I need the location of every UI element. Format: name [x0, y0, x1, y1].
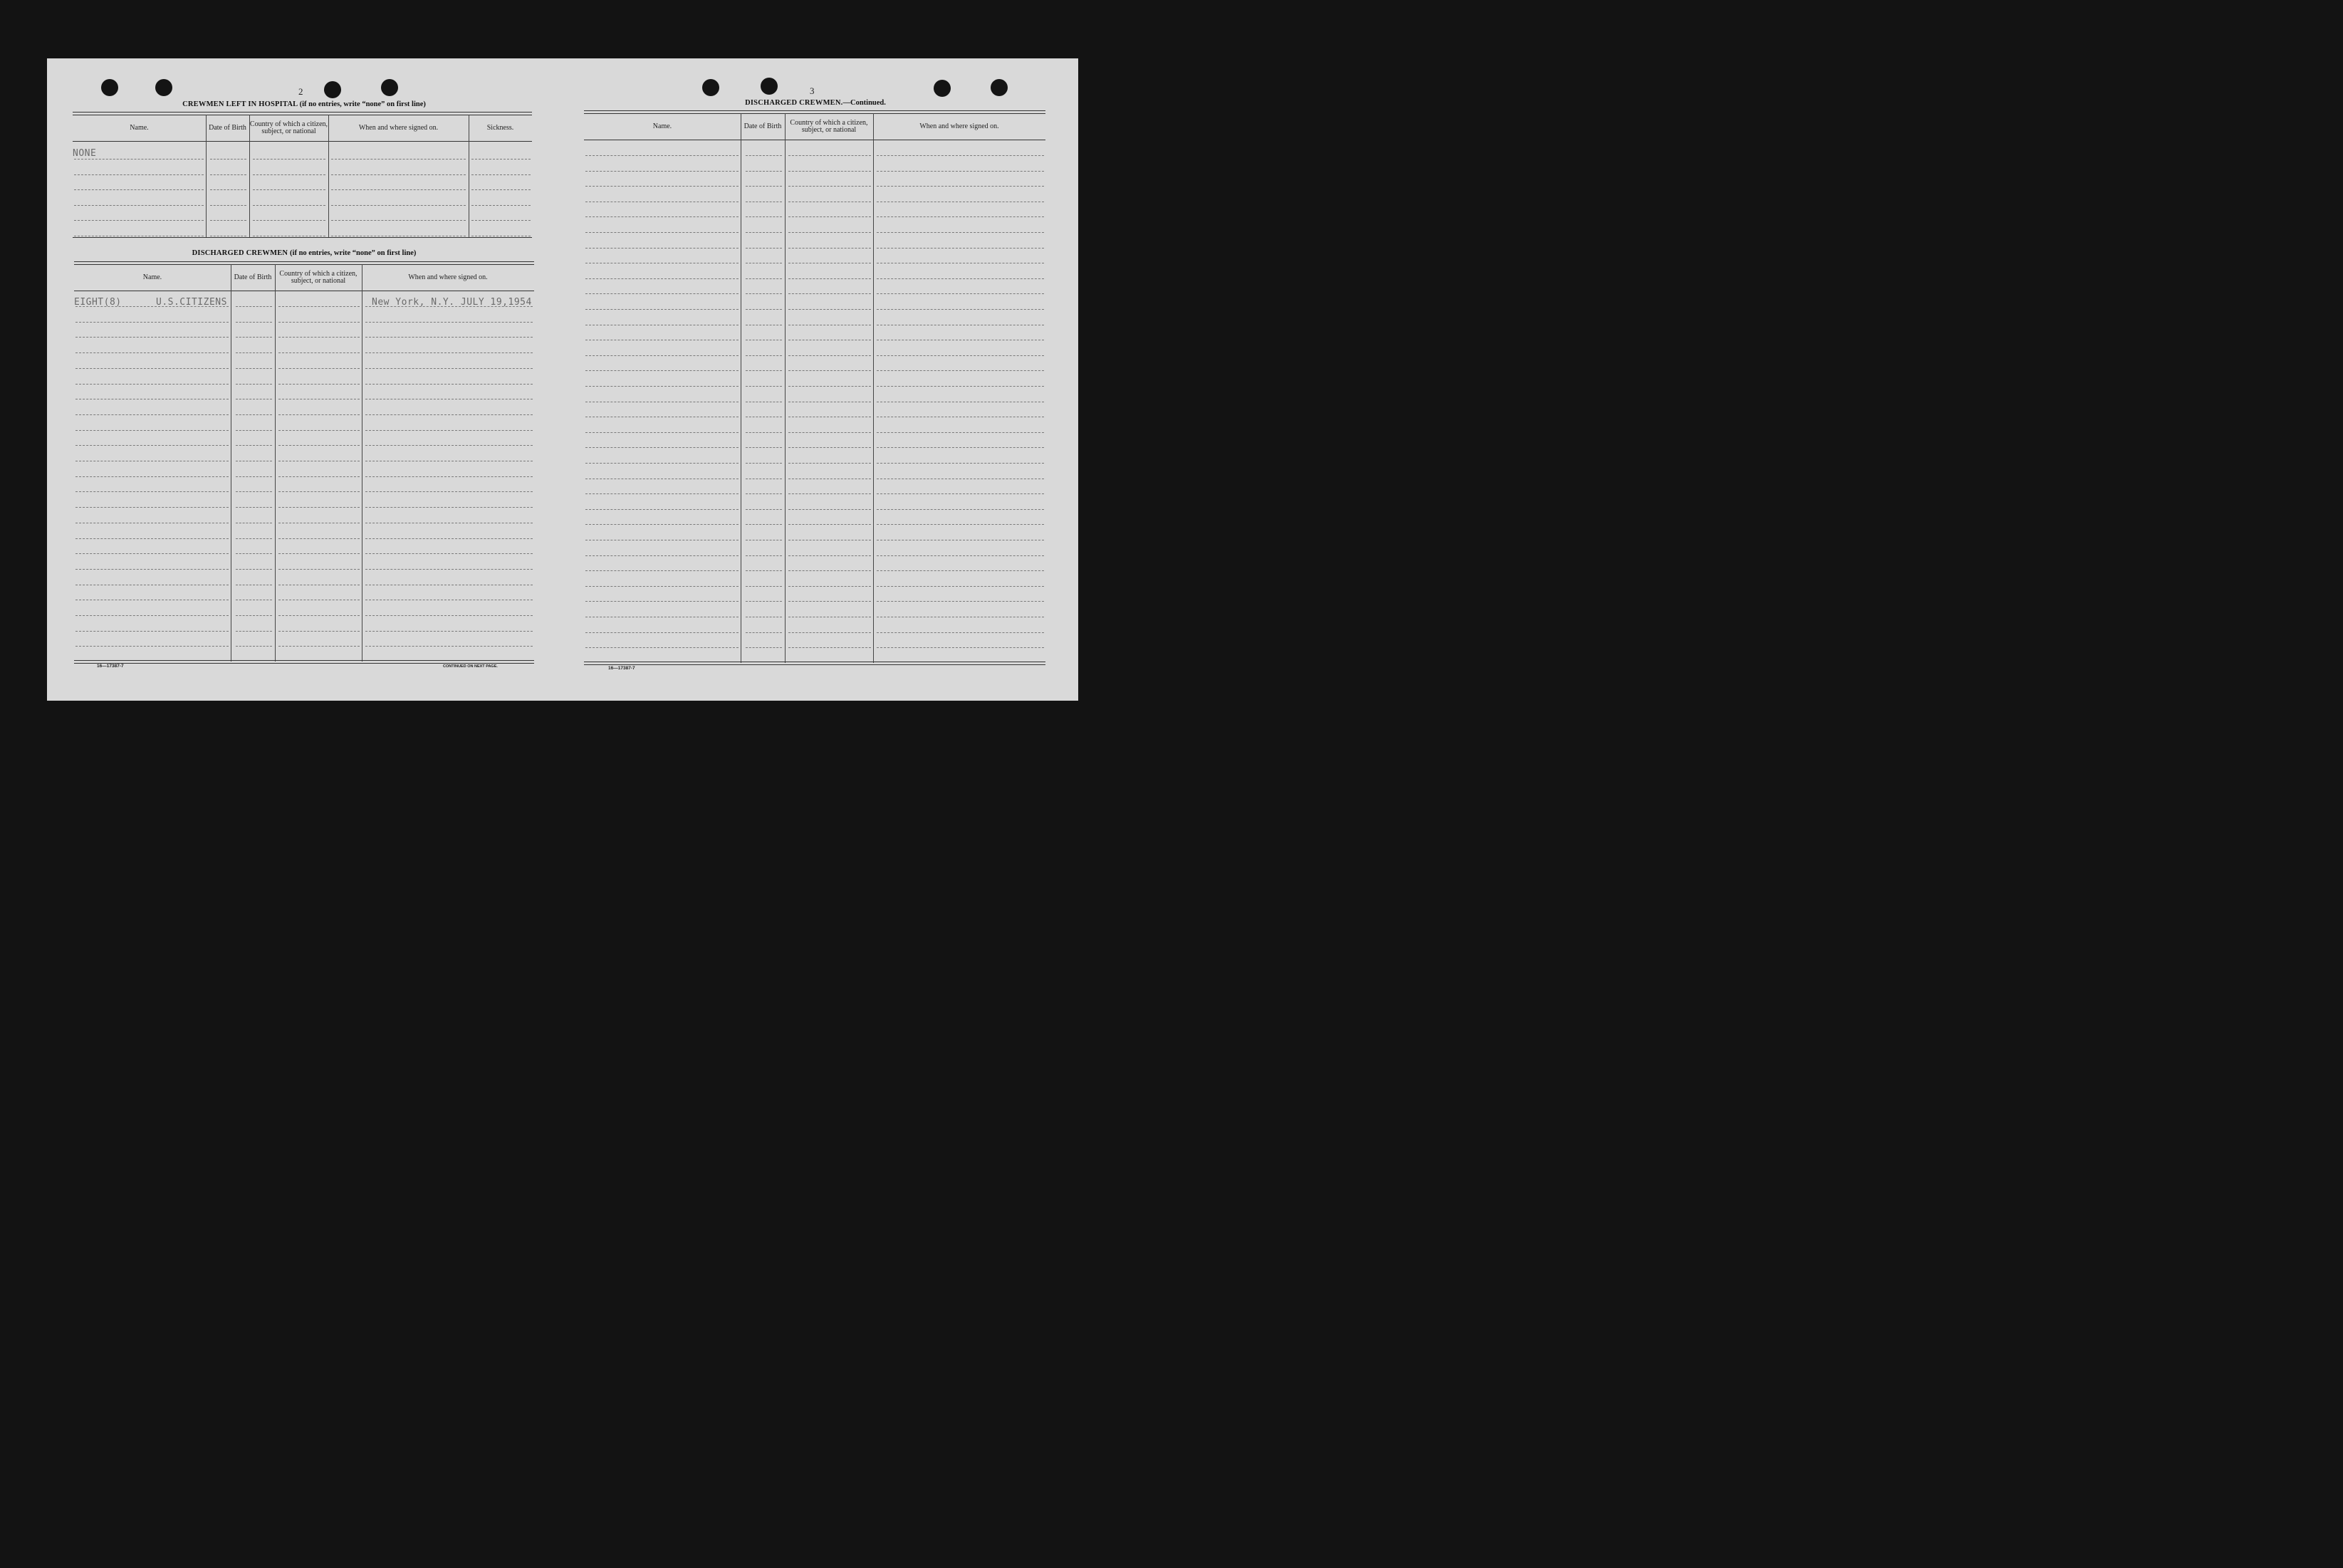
ruled-line: [236, 553, 272, 554]
ruled-line: [788, 216, 871, 217]
col-header-date-of-birth: Date of Birth: [234, 273, 272, 281]
ruled-line: [365, 615, 533, 616]
ruled-line: [746, 309, 782, 310]
punch-hole: [381, 79, 398, 96]
punch-hole: [155, 79, 172, 96]
ruled-line: [74, 189, 204, 190]
ruled-line: [788, 570, 871, 571]
document-sheet: [47, 58, 1078, 701]
ruled-line: [278, 538, 360, 539]
ruled-line: [74, 220, 204, 221]
hospital-section-title: [73, 100, 536, 108]
ruled-line: [75, 337, 229, 338]
discharged-section-title: [73, 249, 536, 257]
ruled-line: [278, 491, 360, 492]
right-page: [584, 58, 1047, 701]
ruled-line: [365, 368, 533, 369]
ruled-line: [365, 476, 533, 477]
ruled-line: [746, 463, 782, 464]
ruled-line: [585, 555, 739, 556]
ruled-line: [788, 155, 871, 156]
ruled-line: [788, 309, 871, 310]
ruled-line: [788, 248, 871, 249]
ruled-line: [331, 174, 466, 175]
right-section-title: [584, 99, 1047, 107]
ruled-line: [278, 553, 360, 554]
ruled-line: [788, 232, 871, 233]
ruled-line: [253, 205, 325, 206]
ruled-line: [585, 370, 739, 371]
ruled-line: [877, 632, 1044, 633]
ruled-line: [877, 570, 1044, 571]
ruled-line: [746, 632, 782, 633]
ruled-line: [585, 186, 739, 187]
ruled-line: [788, 278, 871, 279]
form-code: 16—17387-7: [97, 664, 124, 669]
ruled-line: [788, 293, 871, 294]
col-header-signed-on: When and where signed on.: [408, 273, 488, 281]
form-code: 16—17387-7: [608, 666, 635, 671]
ruled-line: [471, 220, 531, 221]
discharged-entry-signed-on: New York, N.Y. JULY 19,1954: [372, 297, 532, 308]
ruled-line: [788, 386, 871, 387]
ruled-line: [585, 355, 739, 356]
col-header-sickness: Sickness.: [486, 123, 514, 132]
ruled-line: [585, 309, 739, 310]
ruled-line: [877, 555, 1044, 556]
ruled-line: [746, 355, 782, 356]
punch-hole: [324, 81, 341, 98]
col-header-name: Name.: [142, 273, 162, 281]
ruled-line: [788, 601, 871, 602]
ruled-line: [788, 463, 871, 464]
ruled-line: [331, 159, 466, 160]
ruled-line: [746, 155, 782, 156]
punch-hole: [934, 80, 951, 97]
col-header-name: Name.: [130, 123, 149, 132]
ruled-line: [236, 507, 272, 508]
ruled-line: [471, 189, 531, 190]
ruled-line: [788, 647, 871, 648]
ruled-line: [877, 586, 1044, 587]
ruled-line: [585, 248, 739, 249]
ruled-line: [585, 647, 739, 648]
ruled-line: [585, 386, 739, 387]
ruled-line: [471, 205, 531, 206]
ruled-line: [746, 586, 782, 587]
ruled-line: [877, 278, 1044, 279]
ruled-line: [746, 186, 782, 187]
ruled-line: [75, 507, 229, 508]
ruled-line: [278, 615, 360, 616]
ruled-line: [746, 555, 782, 556]
ruled-line: [236, 538, 272, 539]
ruled-line: [365, 646, 533, 647]
ruled-line: [278, 430, 360, 431]
ruled-line: [877, 509, 1044, 510]
ruled-line: [278, 337, 360, 338]
ruled-line: [278, 445, 360, 446]
ruled-line: [253, 189, 325, 190]
ruled-line: [585, 570, 739, 571]
ruled-line: [278, 384, 360, 385]
ruled-line: [788, 555, 871, 556]
ruled-line: [877, 171, 1044, 172]
ruled-line: [746, 447, 782, 448]
ruled-line: [75, 553, 229, 554]
ruled-line: [788, 524, 871, 525]
ruled-line: [236, 430, 272, 431]
ruled-line: [585, 432, 739, 433]
ruled-line: [877, 232, 1044, 233]
ruled-line: [585, 509, 739, 510]
ruled-line: [877, 293, 1044, 294]
ruled-line: [331, 220, 466, 221]
ruled-line: [585, 232, 739, 233]
ruled-line: [788, 432, 871, 433]
ruled-line: [365, 538, 533, 539]
ruled-line: [585, 463, 739, 464]
ruled-line: [746, 570, 782, 571]
ruled-line: [278, 368, 360, 369]
ruled-line: [877, 524, 1044, 525]
ruled-line: [75, 352, 229, 353]
ruled-line: [365, 491, 533, 492]
ruled-line: [278, 352, 360, 353]
ruled-line: [746, 524, 782, 525]
ruled-line: [75, 569, 229, 570]
ruled-line: [788, 493, 871, 494]
ruled-line: [746, 293, 782, 294]
ruled-line: [585, 216, 739, 217]
discharged-continued-table: [584, 110, 1045, 666]
ruled-line: [331, 189, 466, 190]
ruled-line: [75, 646, 229, 647]
col-header-country: Country of which a citizen, subject, or national: [790, 118, 868, 134]
ruled-line: [585, 447, 739, 448]
ruled-line: [210, 220, 246, 221]
ruled-line: [746, 432, 782, 433]
ruled-line: [210, 189, 246, 190]
ruled-line: [236, 491, 272, 492]
ruled-line: [278, 476, 360, 477]
ruled-line: [75, 491, 229, 492]
ruled-line: [788, 186, 871, 187]
ruled-line: [746, 232, 782, 233]
ruled-line: [585, 155, 739, 156]
ruled-line: [236, 306, 272, 307]
ruled-line: [236, 414, 272, 415]
ruled-line: [877, 647, 1044, 648]
ruled-line: [788, 447, 871, 448]
ruled-line: [877, 463, 1044, 464]
ruled-line: [75, 476, 229, 477]
ruled-line: [877, 447, 1044, 448]
ruled-line: [236, 445, 272, 446]
ruled-line: [365, 337, 533, 338]
ruled-line: [746, 647, 782, 648]
discharged-title-text: DISCHARGED CREWMEN: [192, 249, 288, 257]
ruled-line: [746, 386, 782, 387]
ruled-line: [236, 569, 272, 570]
ruled-line: [877, 370, 1044, 371]
discharged-title-note: (if no entries, write “none” on first line): [290, 249, 417, 257]
ruled-line: [365, 507, 533, 508]
ruled-line: [788, 632, 871, 633]
col-header-signed-on: When and where signed on.: [358, 123, 439, 132]
ruled-line: [877, 493, 1044, 494]
ruled-line: [877, 601, 1044, 602]
col-header-date-of-birth: Date of Birth: [743, 122, 782, 130]
punch-hole: [101, 79, 118, 96]
ruled-line: [75, 538, 229, 539]
ruled-line: [75, 615, 229, 616]
col-header-country: Country of which a citizen, subject, or national: [279, 269, 358, 285]
ruled-line: [746, 216, 782, 217]
punch-hole: [991, 79, 1008, 96]
ruled-line: [877, 386, 1044, 387]
ruled-line: [788, 586, 871, 587]
ruled-line: [210, 205, 246, 206]
ruled-line: [585, 601, 739, 602]
ruled-line: [253, 159, 325, 160]
ruled-line: [278, 306, 360, 307]
ruled-line: [278, 631, 360, 632]
ruled-line: [278, 507, 360, 508]
page-number: 3: [810, 85, 815, 96]
discharged-entry-citizens: U.S.CITIZENS: [156, 297, 227, 308]
ruled-line: [365, 445, 533, 446]
ruled-line: [877, 248, 1044, 249]
ruled-line: [236, 337, 272, 338]
ruled-line: [585, 171, 739, 172]
ruled-line: [788, 509, 871, 510]
ruled-line: [236, 384, 272, 385]
col-header-name: Name.: [652, 122, 672, 130]
ruled-line: [585, 293, 739, 294]
ruled-line: [877, 155, 1044, 156]
ruled-line: [278, 569, 360, 570]
ruled-line: [365, 414, 533, 415]
ruled-line: [365, 631, 533, 632]
right-title-text: DISCHARGED CREWMEN.: [745, 99, 843, 107]
ruled-line: [788, 355, 871, 356]
ruled-line: [236, 368, 272, 369]
ruled-line: [236, 322, 272, 323]
ruled-line: [746, 601, 782, 602]
ruled-line: [365, 430, 533, 431]
discharged-entry-name: EIGHT(8): [74, 297, 122, 308]
ruled-line: [365, 384, 533, 385]
ruled-line: [585, 586, 739, 587]
ruled-line: [236, 476, 272, 477]
ruled-line: [74, 205, 204, 206]
ruled-line: [210, 159, 246, 160]
ruled-line: [746, 248, 782, 249]
col-header-country: Country of which a citizen, subject, or national: [249, 120, 328, 135]
hospital-title-text: CREWMEN LEFT IN HOSPITAL: [182, 100, 298, 108]
ruled-line: [877, 216, 1044, 217]
ruled-line: [746, 509, 782, 510]
col-header-signed-on: When and where signed on.: [919, 122, 999, 130]
hospital-entry: NONE: [73, 148, 97, 159]
punch-hole: [761, 78, 778, 95]
ruled-line: [877, 309, 1044, 310]
ruled-line: [788, 370, 871, 371]
ruled-line: [877, 355, 1044, 356]
ruled-line: [278, 414, 360, 415]
ruled-line: [877, 432, 1044, 433]
hospital-table: [73, 112, 532, 240]
ruled-line: [746, 493, 782, 494]
ruled-line: [75, 322, 229, 323]
ruled-line: [278, 322, 360, 323]
ruled-line: [75, 445, 229, 446]
page-number: 2: [298, 86, 303, 97]
ruled-line: [746, 278, 782, 279]
ruled-line: [75, 430, 229, 431]
ruled-line: [75, 414, 229, 415]
ruled-line: [365, 553, 533, 554]
ruled-line: [253, 220, 325, 221]
right-title-suffix: —Continued.: [842, 99, 886, 107]
left-page: [73, 58, 536, 701]
ruled-line: [236, 352, 272, 353]
ruled-line: [253, 174, 325, 175]
ruled-line: [471, 159, 531, 160]
hospital-title-note: (if no entries, write “none” on first line): [299, 100, 426, 108]
ruled-line: [365, 569, 533, 570]
ruled-line: [75, 368, 229, 369]
ruled-line: [365, 352, 533, 353]
ruled-line: [74, 174, 204, 175]
ruled-line: [585, 524, 739, 525]
ruled-line: [746, 171, 782, 172]
ruled-line: [331, 205, 466, 206]
ruled-line: [746, 370, 782, 371]
discharged-table: [74, 261, 534, 664]
ruled-line: [210, 174, 246, 175]
continued-note: CONTINUED ON NEXT PAGE.: [443, 664, 498, 669]
ruled-line: [236, 615, 272, 616]
ruled-line: [365, 322, 533, 323]
ruled-line: [75, 384, 229, 385]
ruled-line: [471, 174, 531, 175]
ruled-line: [788, 171, 871, 172]
ruled-line: [236, 646, 272, 647]
ruled-line: [877, 186, 1044, 187]
ruled-line: [236, 631, 272, 632]
ruled-line: [74, 159, 204, 160]
ruled-line: [585, 632, 739, 633]
ruled-line: [278, 646, 360, 647]
col-header-date-of-birth: Date of Birth: [209, 123, 246, 132]
ruled-line: [585, 493, 739, 494]
ruled-line: [585, 278, 739, 279]
ruled-line: [75, 631, 229, 632]
punch-hole: [702, 79, 719, 96]
